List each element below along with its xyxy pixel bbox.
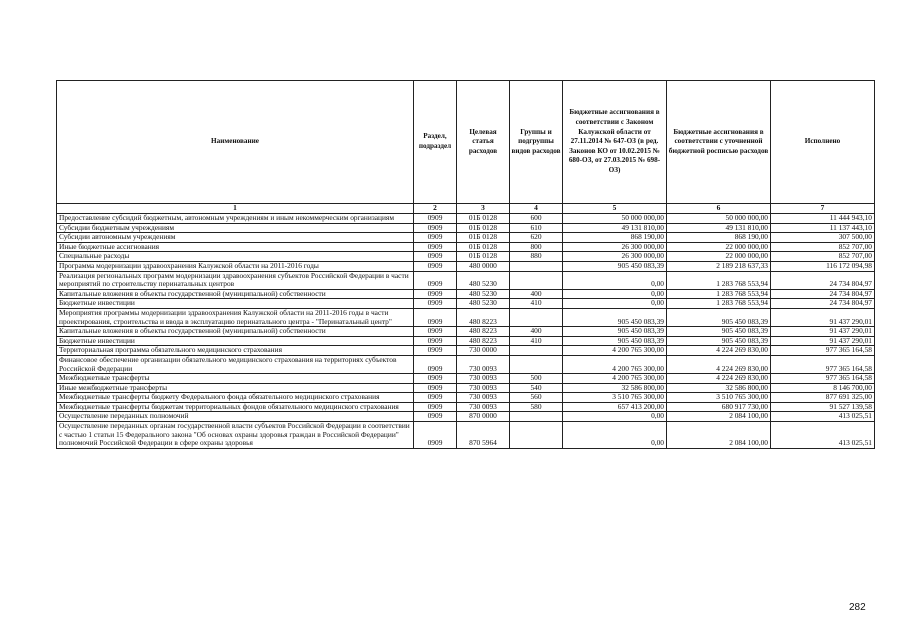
cell-roster: 680 917 730,00 bbox=[667, 402, 771, 412]
table-row bbox=[57, 289, 875, 299]
table-row bbox=[57, 242, 875, 252]
cell-group: 620 bbox=[510, 233, 563, 243]
cell-name: Субсидии бюджетным учреждениям bbox=[57, 223, 414, 233]
cell-law: 905 450 083,39 bbox=[563, 336, 667, 346]
cell-roster: 2 189 218 637,33 bbox=[667, 261, 771, 271]
table-body bbox=[57, 204, 875, 449]
cell-group: 560 bbox=[510, 393, 563, 403]
cell-group: 400 bbox=[510, 327, 563, 337]
cell-roster: 2 084 100,00 bbox=[667, 412, 771, 422]
table-row bbox=[57, 299, 875, 309]
column-number: 4 bbox=[510, 204, 563, 214]
cell-done: 307 500,00 bbox=[771, 233, 875, 243]
column-number: 2 bbox=[414, 204, 457, 214]
cell-roster: 1 283 768 553,94 bbox=[667, 299, 771, 309]
cell-law: 0,00 bbox=[563, 412, 667, 422]
cell-law: 26 300 000,00 bbox=[563, 242, 667, 252]
cell-roster: 905 450 083,39 bbox=[667, 327, 771, 337]
cell-name: Межбюджетные трансферты bbox=[57, 374, 414, 384]
cell-section: 0909 bbox=[414, 402, 457, 412]
cell-target: 730 0093 bbox=[457, 402, 510, 412]
cell-roster: 2 084 100,00 bbox=[667, 422, 771, 449]
cell-roster: 1 283 768 553,94 bbox=[667, 271, 771, 289]
cell-target: 480 5230 bbox=[457, 289, 510, 299]
cell-target: 480 5230 bbox=[457, 271, 510, 289]
cell-section: 0909 bbox=[414, 412, 457, 422]
cell-name: Капитальные вложения в объекты государственной (муниципальной) собственности bbox=[57, 289, 414, 299]
cell-done: 24 734 804,97 bbox=[771, 299, 875, 309]
table-row bbox=[57, 308, 875, 326]
table-row bbox=[57, 271, 875, 289]
cell-roster: 22 000 000,00 bbox=[667, 252, 771, 262]
cell-name: Бюджетные инвестиции bbox=[57, 299, 414, 309]
cell-group: 400 bbox=[510, 289, 563, 299]
cell-section: 0909 bbox=[414, 355, 457, 373]
cell-done: 852 707,00 bbox=[771, 252, 875, 262]
cell-group: 600 bbox=[510, 214, 563, 224]
header-done: Исполнено bbox=[771, 81, 875, 204]
cell-law: 32 586 800,00 bbox=[563, 383, 667, 393]
cell-law: 868 190,00 bbox=[563, 233, 667, 243]
cell-law: 0,00 bbox=[563, 422, 667, 449]
cell-group: 610 bbox=[510, 223, 563, 233]
cell-roster: 3 510 765 300,00 bbox=[667, 393, 771, 403]
cell-group: 580 bbox=[510, 402, 563, 412]
cell-law: 905 450 083,39 bbox=[563, 327, 667, 337]
cell-section: 0909 bbox=[414, 383, 457, 393]
cell-roster: 32 586 800,00 bbox=[667, 383, 771, 393]
cell-section: 0909 bbox=[414, 422, 457, 449]
header-name: Наименование bbox=[57, 81, 414, 204]
cell-done: 877 691 325,00 bbox=[771, 393, 875, 403]
table-row bbox=[57, 252, 875, 262]
cell-name: Реализация региональных программ модернизации здравоохранения субъектов Российской Федерации в части мероприятий по строительству перинатальных центров bbox=[57, 271, 414, 289]
cell-target: 01Б 0128 bbox=[457, 252, 510, 262]
cell-roster: 50 000 000,00 bbox=[667, 214, 771, 224]
cell-law: 657 413 200,00 bbox=[563, 402, 667, 412]
table-row bbox=[57, 383, 875, 393]
cell-name: Иные бюджетные ассигнования bbox=[57, 242, 414, 252]
cell-name: Субсидии автономным учреждениям bbox=[57, 233, 414, 243]
cell-law: 50 000 000,00 bbox=[563, 214, 667, 224]
cell-done: 11 444 943,10 bbox=[771, 214, 875, 224]
cell-roster: 905 450 083,39 bbox=[667, 308, 771, 326]
column-number-row bbox=[57, 204, 875, 214]
column-number: 1 bbox=[57, 204, 414, 214]
cell-name: Иные межбюджетные трансферты bbox=[57, 383, 414, 393]
cell-group: 410 bbox=[510, 299, 563, 309]
column-number: 3 bbox=[457, 204, 510, 214]
cell-group: 410 bbox=[510, 336, 563, 346]
cell-target: 480 8223 bbox=[457, 308, 510, 326]
cell-law: 4 200 765 300,00 bbox=[563, 346, 667, 356]
cell-target: 730 0093 bbox=[457, 374, 510, 384]
cell-group bbox=[510, 355, 563, 373]
cell-group: 500 bbox=[510, 374, 563, 384]
cell-section: 0909 bbox=[414, 299, 457, 309]
cell-law: 49 131 810,00 bbox=[563, 223, 667, 233]
cell-done: 91 437 290,01 bbox=[771, 327, 875, 337]
table-row bbox=[57, 402, 875, 412]
cell-done: 24 734 804,97 bbox=[771, 289, 875, 299]
cell-roster: 868 190,00 bbox=[667, 233, 771, 243]
cell-target: 870 0000 bbox=[457, 412, 510, 422]
cell-law: 4 200 765 300,00 bbox=[563, 355, 667, 373]
cell-group bbox=[510, 422, 563, 449]
table-row bbox=[57, 355, 875, 373]
table-row bbox=[57, 233, 875, 243]
cell-done: 413 025,51 bbox=[771, 412, 875, 422]
cell-done: 8 146 700,00 bbox=[771, 383, 875, 393]
cell-target: 480 8223 bbox=[457, 327, 510, 337]
cell-section: 0909 bbox=[414, 223, 457, 233]
table-row bbox=[57, 327, 875, 337]
cell-law: 0,00 bbox=[563, 271, 667, 289]
cell-target: 480 5230 bbox=[457, 299, 510, 309]
cell-target: 01Б 0128 bbox=[457, 242, 510, 252]
cell-name: Специальные расходы bbox=[57, 252, 414, 262]
cell-done: 91 527 139,58 bbox=[771, 402, 875, 412]
cell-target: 730 0093 bbox=[457, 355, 510, 373]
cell-target: 480 8223 bbox=[457, 336, 510, 346]
column-number: 7 bbox=[771, 204, 875, 214]
cell-law: 26 300 000,00 bbox=[563, 252, 667, 262]
cell-section: 0909 bbox=[414, 346, 457, 356]
cell-law: 0,00 bbox=[563, 289, 667, 299]
cell-section: 0909 bbox=[414, 393, 457, 403]
cell-group bbox=[510, 271, 563, 289]
cell-law: 3 510 765 300,00 bbox=[563, 393, 667, 403]
cell-done: 116 172 094,98 bbox=[771, 261, 875, 271]
cell-law: 905 450 083,39 bbox=[563, 261, 667, 271]
cell-target: 870 5964 bbox=[457, 422, 510, 449]
cell-roster: 4 224 269 830,00 bbox=[667, 374, 771, 384]
cell-section: 0909 bbox=[414, 233, 457, 243]
cell-done: 24 734 804,97 bbox=[771, 271, 875, 289]
column-number: 6 bbox=[667, 204, 771, 214]
table-row bbox=[57, 223, 875, 233]
cell-target: 480 0000 bbox=[457, 261, 510, 271]
cell-group: 880 bbox=[510, 252, 563, 262]
table-row bbox=[57, 422, 875, 449]
cell-section: 0909 bbox=[414, 336, 457, 346]
cell-done: 413 025,51 bbox=[771, 422, 875, 449]
cell-group bbox=[510, 346, 563, 356]
cell-target: 01Б 0128 bbox=[457, 223, 510, 233]
header-roster: Бюджетные ассигнования в соответствии с уточненной бюджетной росписью расходов bbox=[667, 81, 771, 204]
table-row bbox=[57, 214, 875, 224]
table-row bbox=[57, 261, 875, 271]
cell-section: 0909 bbox=[414, 327, 457, 337]
cell-roster: 4 224 269 830,00 bbox=[667, 355, 771, 373]
cell-group bbox=[510, 261, 563, 271]
cell-law: 4 200 765 300,00 bbox=[563, 374, 667, 384]
cell-name: Предоставление субсидий бюджетным, автономным учреждениям и иным некоммерческим организациям bbox=[57, 214, 414, 224]
table-row bbox=[57, 346, 875, 356]
cell-group bbox=[510, 308, 563, 326]
cell-law: 905 450 083,39 bbox=[563, 308, 667, 326]
cell-done: 852 707,00 bbox=[771, 242, 875, 252]
cell-roster: 22 000 000,00 bbox=[667, 242, 771, 252]
header-law: Бюджетные ассигнования в соответствии с Законом Калужской области от 27.11.2014 № 647-ОЗ (в ред. Законов КО от 10.02.2015 № 680-ОЗ, от 27.03.2015 № 698-ОЗ) bbox=[563, 81, 667, 204]
table-row bbox=[57, 374, 875, 384]
cell-name: Программа модернизации здравоохранения Калужской области на 2011-2016 годы bbox=[57, 261, 414, 271]
cell-name: Территориальная программа обязательного медицинского страхования bbox=[57, 346, 414, 356]
header-section: Раздел, подраздел bbox=[414, 81, 457, 204]
cell-law: 0,00 bbox=[563, 299, 667, 309]
table-row bbox=[57, 336, 875, 346]
cell-done: 977 365 164,58 bbox=[771, 374, 875, 384]
budget-table bbox=[56, 80, 875, 449]
cell-target: 730 0093 bbox=[457, 393, 510, 403]
cell-name: Межбюджетные трансферты бюджету Федерального фонда обязательного медицинского страхования bbox=[57, 393, 414, 403]
cell-target: 730 0000 bbox=[457, 346, 510, 356]
cell-group bbox=[510, 412, 563, 422]
cell-section: 0909 bbox=[414, 261, 457, 271]
cell-name: Осуществление переданных органам государственной власти субъектов Российской Федерации в соответствии с частью 1 статьи 15 Федерального закона "Об основах охраны здоровья граждан в Российской Федерации" полномочий Российской Федерации в сфере охраны здоровья bbox=[57, 422, 414, 449]
header-row bbox=[57, 81, 875, 204]
cell-roster: 905 450 083,39 bbox=[667, 336, 771, 346]
cell-target: 01Б 0128 bbox=[457, 214, 510, 224]
column-number: 5 bbox=[563, 204, 667, 214]
cell-name: Капитальные вложения в объекты государственной (муниципальной) собственности bbox=[57, 327, 414, 337]
cell-roster: 1 283 768 553,94 bbox=[667, 289, 771, 299]
cell-done: 91 437 290,01 bbox=[771, 336, 875, 346]
cell-group: 800 bbox=[510, 242, 563, 252]
table-row bbox=[57, 412, 875, 422]
cell-done: 977 365 164,58 bbox=[771, 355, 875, 373]
table-row bbox=[57, 393, 875, 403]
cell-roster: 49 131 810,00 bbox=[667, 223, 771, 233]
cell-done: 91 437 290,01 bbox=[771, 308, 875, 326]
cell-section: 0909 bbox=[414, 271, 457, 289]
cell-group: 540 bbox=[510, 383, 563, 393]
cell-name: Осуществление переданных полномочий bbox=[57, 412, 414, 422]
cell-section: 0909 bbox=[414, 252, 457, 262]
cell-section: 0909 bbox=[414, 374, 457, 384]
cell-section: 0909 bbox=[414, 242, 457, 252]
cell-done: 11 137 443,10 bbox=[771, 223, 875, 233]
cell-target: 01Б 0128 bbox=[457, 233, 510, 243]
cell-section: 0909 bbox=[414, 214, 457, 224]
cell-roster: 4 224 269 830,00 bbox=[667, 346, 771, 356]
header-groups: Группы и подгруппы видов расходов bbox=[510, 81, 563, 204]
cell-target: 730 0093 bbox=[457, 383, 510, 393]
page-number: 282 bbox=[849, 602, 866, 613]
cell-section: 0909 bbox=[414, 289, 457, 299]
cell-name: Бюджетные инвестиции bbox=[57, 336, 414, 346]
cell-name: Финансовое обеспечение организации обязательного медицинского страхования на территориях субъектов Российской Федерации bbox=[57, 355, 414, 373]
cell-name: Мероприятия программы модернизации здравоохранения Калужской области на 2011-2016 годы в части проектирования, строительства и ввода в эксплуатацию перинатального центра - "Перинатальный центр" bbox=[57, 308, 414, 326]
cell-section: 0909 bbox=[414, 308, 457, 326]
header-target: Целевая статья расходов bbox=[457, 81, 510, 204]
cell-done: 977 365 164,58 bbox=[771, 346, 875, 356]
cell-name: Межбюджетные трансферты бюджетам территориальных фондов обязательного медицинского страхования bbox=[57, 402, 414, 412]
